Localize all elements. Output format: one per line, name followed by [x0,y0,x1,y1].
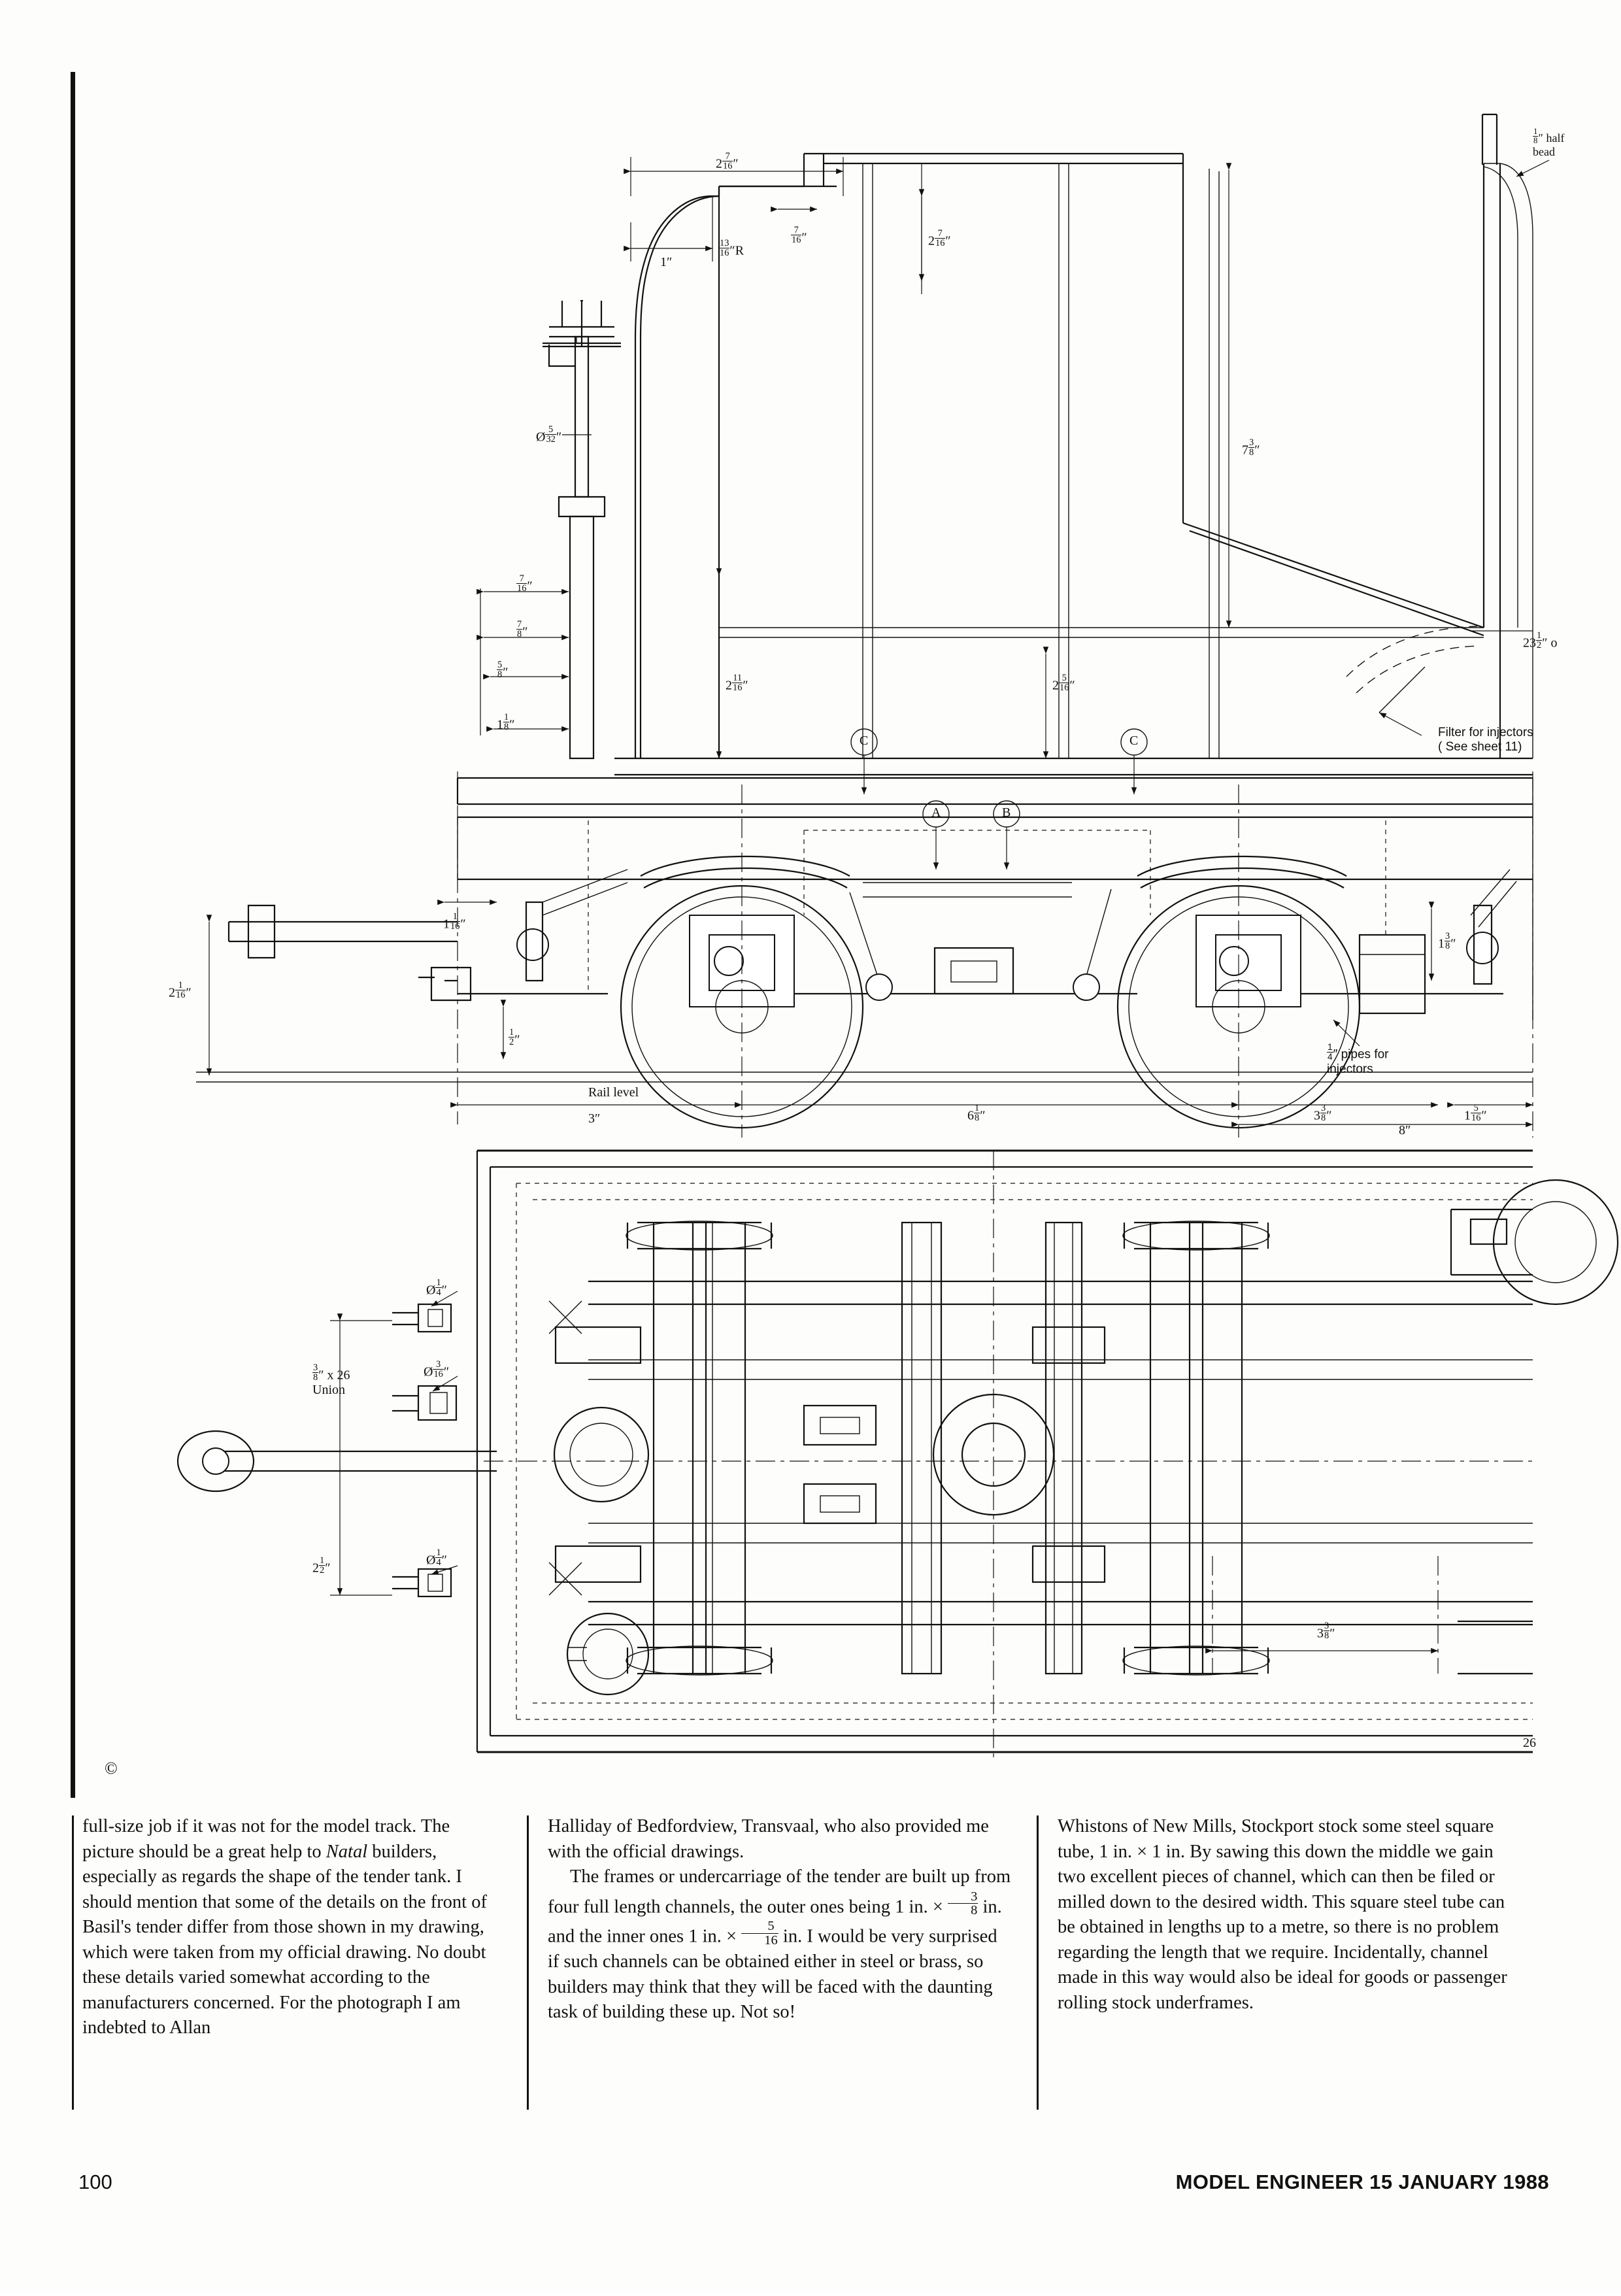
balloon-label-c1: C [860,734,869,748]
dim-2-7-16-right: 2 $\frac{7}{16}$ ″ [928,228,951,249]
note-23-half-radius: 23 $\frac{1}{2}$ ″ o [1523,630,1558,651]
dim-1-5-16: 1 $\frac{5}{16}$ ″ [1464,1103,1487,1124]
dim-1-3-8: 1 $\frac{3}{8}$ ″ [1438,931,1456,952]
dim-1-1-16: 1 $\frac{1}{16}$ ″ [443,911,466,932]
dim-3-inch: 3″ [588,1111,601,1126]
dim-6-1-8: 6 $\frac{1}{8}$ ″ [967,1103,986,1124]
column-rule-3 [1037,1815,1039,2110]
dim-7-16-flare: $\frac{7}{16}$ ″ [792,225,807,246]
plan-dim-2-1-2: 2 $\frac{1}{2}$ ″ [312,1555,331,1576]
text-column-2 [523,1814,1033,2128]
masthead-issue: MODEL ENGINEER 15 JANUARY 1988 [1175,2170,1549,2193]
copyright-mark: © [105,1759,118,1778]
plan-dim-3-3-8: 3 $\frac{3}{8}$ ″ [1317,1621,1335,1642]
page-footer [78,2170,1549,2210]
balloon-label-a: A [931,805,941,820]
sheet-number: 26 [1523,1736,1536,1750]
dim-dia-5-32: Ø $\frac{5}{32}$ ″ [536,424,562,445]
dim-7-3-8: 7 $\frac{3}{8}$ ″ [1242,437,1260,458]
dim-5-8-left: $\frac{5}{8}$ ″ [497,660,509,681]
dim-2-5-16: 2 $\frac{5}{16}$ ″ [1052,673,1075,694]
page-number: 100 [78,2170,112,2193]
plan-dim-dia-3-16: Ø $\frac{3}{16}$ ″ [424,1359,450,1380]
plan-dim-dia-1-4-bottom: Ø $\frac{1}{4}$ ″ [426,1547,447,1568]
dim-2-7-16-top: 2 $\frac{7}{16}$ ″ [716,151,739,172]
dim-1-inch: 1″ [660,255,673,269]
balloon-label-c2: C [1129,734,1139,748]
column-rule-1 [72,1815,74,2110]
plan-note-union: $\frac{3}{8}$ ″ x 26 Union [312,1362,350,1398]
dim-2-1-16: 2 $\frac{1}{16}$ ″ [169,980,192,1001]
note-half-bead: $\frac{1}{8}$ ″ half bead [1533,126,1565,159]
article-body [78,1814,1543,2128]
dim-7-16-left: $\frac{7}{16}$ ″ [517,573,533,594]
col2-para-1: Halliday of Bedfordview, Transvaal, who also provided me with the official drawings. [548,1816,989,1862]
dim-13-16-r: $\frac{13}{16}$ ″R [720,238,744,259]
balloon-label-b: B [1002,805,1011,820]
note-injector-pipes: $\frac{1}{4}$ ″ pipes for injectors [1327,1042,1389,1076]
plan-dim-dia-1-4-top: Ø $\frac{1}{4}$ ″ [426,1277,447,1298]
dim-7-8-left: $\frac{7}{8}$ ″ [517,619,528,640]
col1-para-1: full-size job if it was not for the model track. The picture should be a great help to Natal builders, especially as regards the shape of the tender tank. I should mention that some of the details on the front of Basil's tender differ from those shown in my drawing, which were taken from my official drawing. No doubt these details varied somewhat according to the manufacturers concerned. For the photograph I am indebted to Allan [82,1816,487,2038]
dim-2-11-16: 2 $\frac{11}{16}$ ″ [726,673,748,694]
text-column-1 [78,1814,523,2128]
col3-para-1: Whistons of New Mills, Stockport stock some steel square tube, 1 in. × 1 in. By sawing this down the middle we gain two excellent pieces of channel, which can then be filed or milled down to the desired width. This square steel tube can be obtained in lengths up to a metre, so there is no problem regarding the length that we require. Incidentally, channel made in this way would also be ideal for goods or passenger rolling stock underframes. [1058,1816,1507,2013]
column-rule-2 [527,1815,529,2110]
dim-8-inch: 8″ [1399,1123,1411,1138]
dim-1-1-8-left: 1 $\frac{1}{8}$ ″ [497,712,515,733]
text-column-3 [1033,1814,1543,2128]
rail-level-label: Rail level [588,1085,639,1100]
dim-3-3-8: 3 $\frac{3}{8}$ ″ [1314,1103,1332,1124]
note-filter-injectors: Filter for injectors ( See sheet 11) [1438,726,1533,754]
col2-para-2: The frames or undercarriage of the tender are built up from four full length channels, the outer ones being 1 in. × $\frac{3}{8}$ in. and the inner ones 1 in. × $\frac{5}{16}$ in. I would be very surprised if such channels can be obtained either in steel or brass, so builders may think that they will be faced with the daunting task of building these up. Not so! [548,1866,1011,2023]
dim-1-2: $\frac{1}{2}$ ″ [509,1027,520,1048]
